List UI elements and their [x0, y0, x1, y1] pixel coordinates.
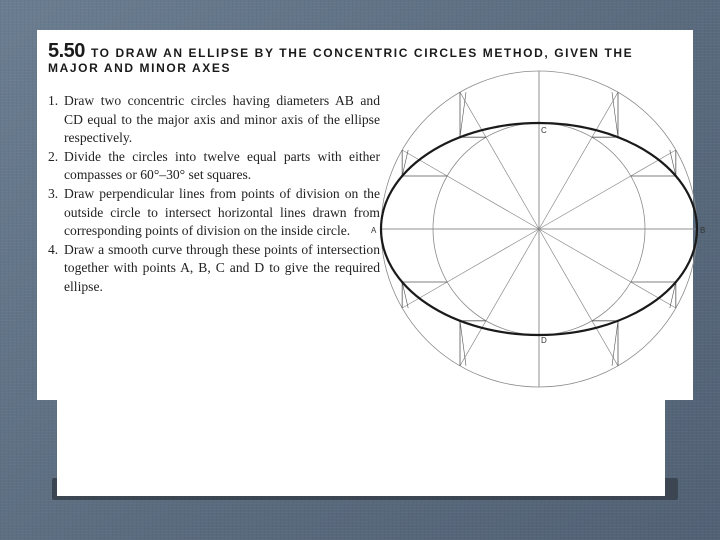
step-number: 1.: [48, 93, 59, 108]
division-line: [460, 229, 539, 366]
intersection-point: [696, 228, 698, 230]
step-text: Divide the circles into twelve equal parts with either compasses or 60°–30° set squares.: [64, 148, 380, 183]
section-title-line-1: TO DRAW AN ELLIPSE BY THE CONCENTRIC CIRCLES METHOD, GIVEN THE: [90, 46, 634, 60]
intersection-point: [617, 136, 619, 138]
step-item: [48, 185, 380, 241]
step-item: [48, 148, 380, 185]
division-line: [539, 229, 676, 308]
tangent-construction-line: [460, 321, 466, 366]
intersection-point: [401, 281, 403, 283]
step-number: 4.: [48, 241, 59, 257]
intersection-point: [675, 281, 677, 283]
intersection-point: [380, 228, 382, 230]
step-number: 3.: [48, 185, 59, 201]
division-line: [402, 229, 539, 308]
point-label-b: B: [700, 226, 706, 235]
intersection-point: [675, 175, 677, 177]
step-item: [48, 241, 380, 297]
tangent-construction-line: [612, 92, 618, 137]
step-text: Draw two concentric circles having diameters AB and CD equal to the major axis and minor axis of the ellipse respectively.: [64, 93, 380, 146]
ellipse-construction-figure: [365, 50, 706, 395]
scanned-page: [37, 30, 706, 400]
division-line: [402, 150, 539, 229]
tangent-construction-line: [612, 321, 618, 366]
instruction-steps: [48, 92, 380, 297]
step-text: Draw a smooth curve through these points of intersection together with points A, B, C and D to give the required ellipse.: [64, 241, 380, 294]
intersection-point: [459, 136, 461, 138]
division-line: [539, 229, 618, 366]
division-line: [460, 92, 539, 229]
tangent-construction-line: [460, 92, 466, 137]
section-title-line-2: MAJOR AND MINOR AXES: [48, 61, 232, 75]
intersection-point: [538, 122, 540, 124]
step-item: [48, 92, 380, 148]
section-number: 5.50: [48, 40, 85, 62]
point-label-d: D: [541, 336, 547, 345]
intersection-point: [401, 175, 403, 177]
construction-lines: [381, 71, 697, 387]
step-number: 2.: [48, 148, 59, 164]
intersection-point: [459, 320, 461, 322]
point-label-c: C: [541, 126, 547, 135]
division-line: [539, 92, 618, 229]
intersection-point: [617, 320, 619, 322]
point-label-a: A: [371, 226, 377, 235]
intersection-point: [538, 334, 540, 336]
step-text: Draw perpendicular lines from points of division on the outside circle to intersect horizontal lines drawn from corresponding points of division on the inside circle.: [64, 185, 380, 239]
division-line: [539, 150, 676, 229]
